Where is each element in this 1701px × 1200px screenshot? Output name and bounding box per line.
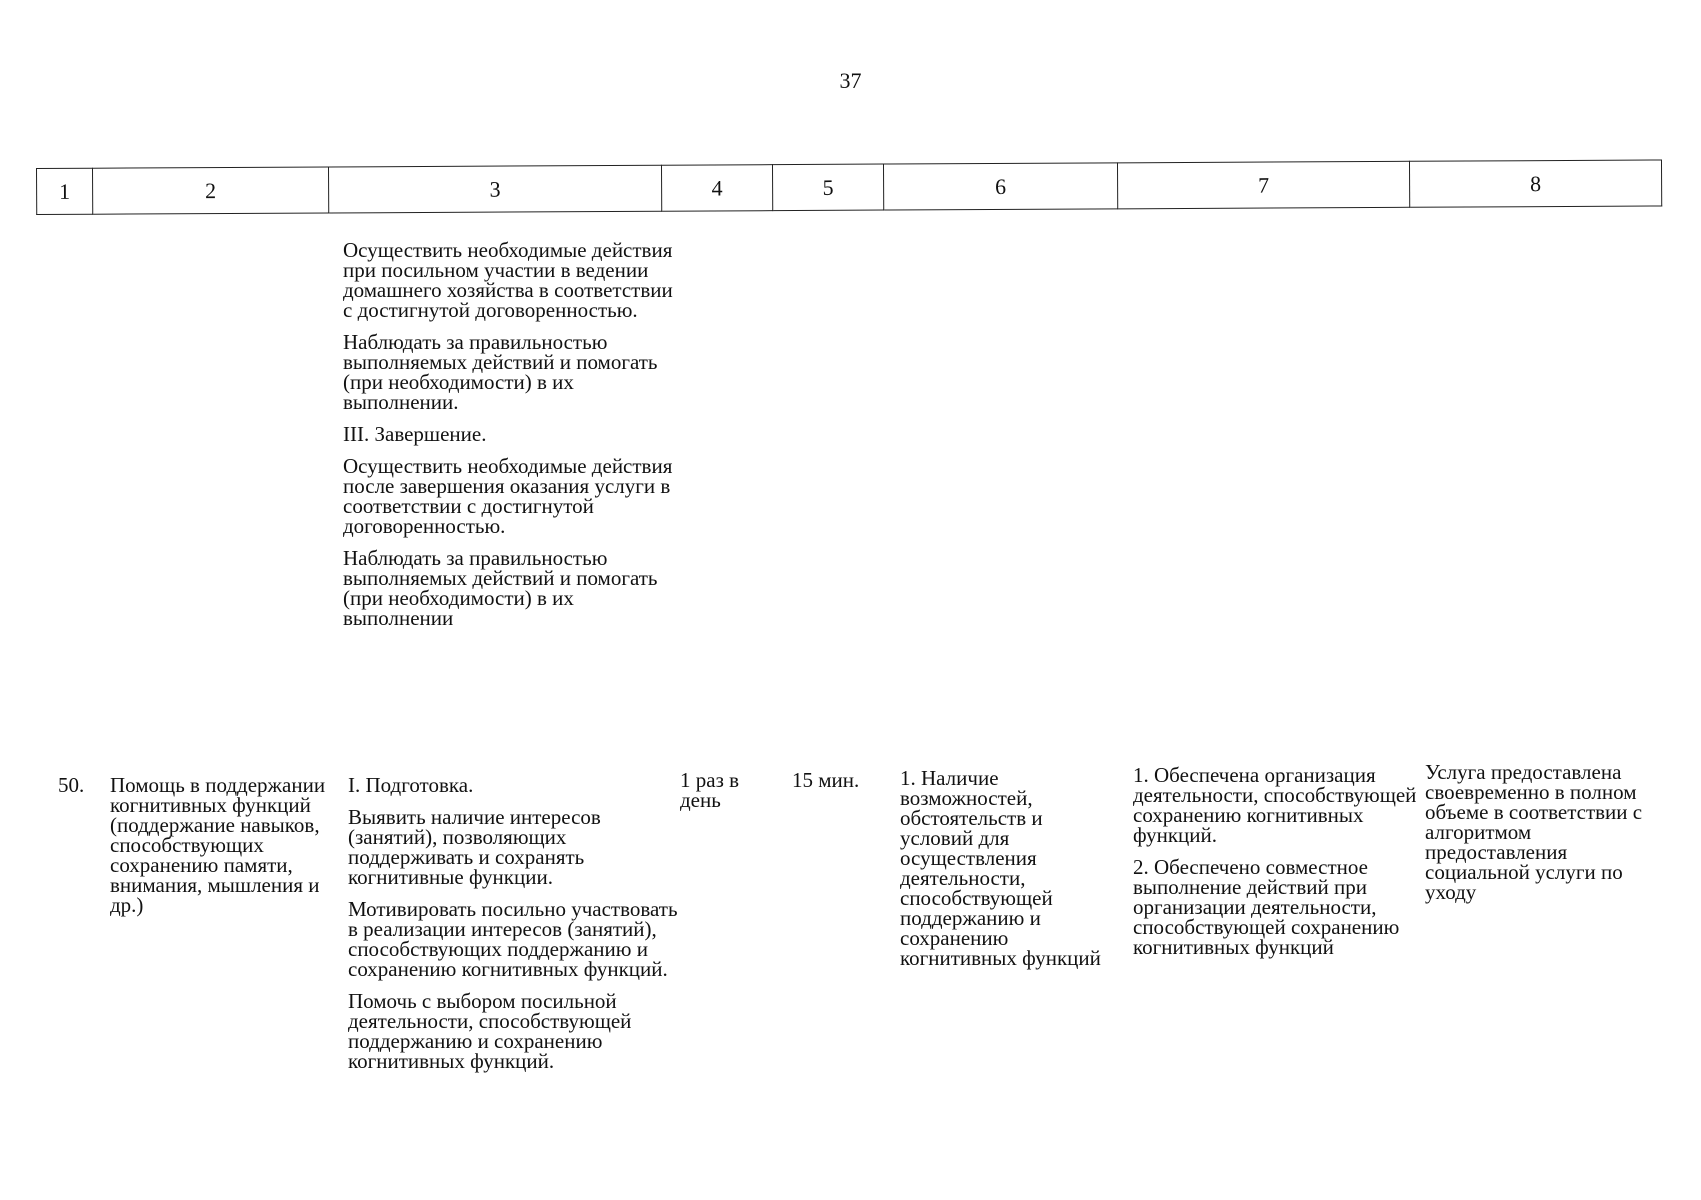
header-col-7: 7 bbox=[1117, 161, 1409, 209]
continuation-paragraph: Наблюдать за правильностью выполняемых действий и помогать (при необходимости) в их выполнении. bbox=[343, 330, 658, 414]
header-col-5: 5 bbox=[772, 164, 883, 211]
continuation-col3 bbox=[343, 240, 673, 628]
continuation-paragraph: Осуществить необходимые действия после завершения оказания услуги в соответствии с достигнутой договоренностью. bbox=[343, 454, 673, 538]
table-header bbox=[36, 159, 1662, 215]
header-col-3: 3 bbox=[328, 165, 661, 213]
row50-conditions: 1. Наличие возможностей, обстоятельств и условий для осуществления деятельности, способствующей поддержанию и сохранению когнитивных функций bbox=[900, 766, 1101, 970]
row50-number: 50. bbox=[58, 773, 85, 797]
continuation-paragraph: Наблюдать за правильностью выполняемых действий и помогать (при необходимости) в их выполнении bbox=[343, 546, 658, 630]
row50-service-name: Помощь в поддержании когнитивных функций (поддержание навыков, способствующих сохранению памяти, внимания, мышления и др.) bbox=[110, 773, 326, 917]
procedure-paragraph: I. Подготовка. bbox=[348, 773, 474, 797]
row50-quality: Услуга предоставлена своевременно в полном объеме в соответствии с алгоритмом предоставления социальной услуги по уходу bbox=[1425, 760, 1643, 904]
page-number: 37 bbox=[839, 68, 862, 93]
header-col-4: 4 bbox=[661, 165, 772, 212]
row50-procedure bbox=[348, 775, 678, 1071]
row50-frequency: 1 раз в день bbox=[680, 768, 740, 812]
procedure-paragraph: Помочь с выбором посильной деятельности, способствующей поддержанию и сохранению когнитивных функций. bbox=[348, 989, 632, 1073]
procedure-paragraph: Выявить наличие интересов (занятий), позволяющих поддерживать и сохранять когнитивные функции. bbox=[348, 805, 601, 889]
result-paragraph: 1. Обеспечена организация деятельности, способствующей сохранению когнитивных функций. bbox=[1133, 763, 1417, 847]
continuation-paragraph: III. Завершение. bbox=[343, 422, 487, 446]
header-col-8: 8 bbox=[1409, 160, 1661, 207]
row50-results bbox=[1133, 765, 1418, 957]
row50-duration: 15 мин. bbox=[792, 768, 860, 792]
header-col-2: 2 bbox=[93, 167, 329, 214]
result-paragraph: 2. Обеспечено совместное выполнение действий при организации деятельности, способствующей сохранению когнитивных функций bbox=[1133, 855, 1400, 959]
header-col-6: 6 bbox=[883, 163, 1117, 210]
continuation-paragraph: Осуществить необходимые действия при посильном участии в ведении домашнего хозяйства в соответствии с достигнутой договоренностью. bbox=[343, 238, 673, 322]
procedure-paragraph: Мотивировать посильно участвовать в реализации интересов (занятий), способствующих поддержанию и сохранению когнитивных функций. bbox=[348, 897, 678, 981]
header-col-1: 1 bbox=[37, 168, 93, 214]
